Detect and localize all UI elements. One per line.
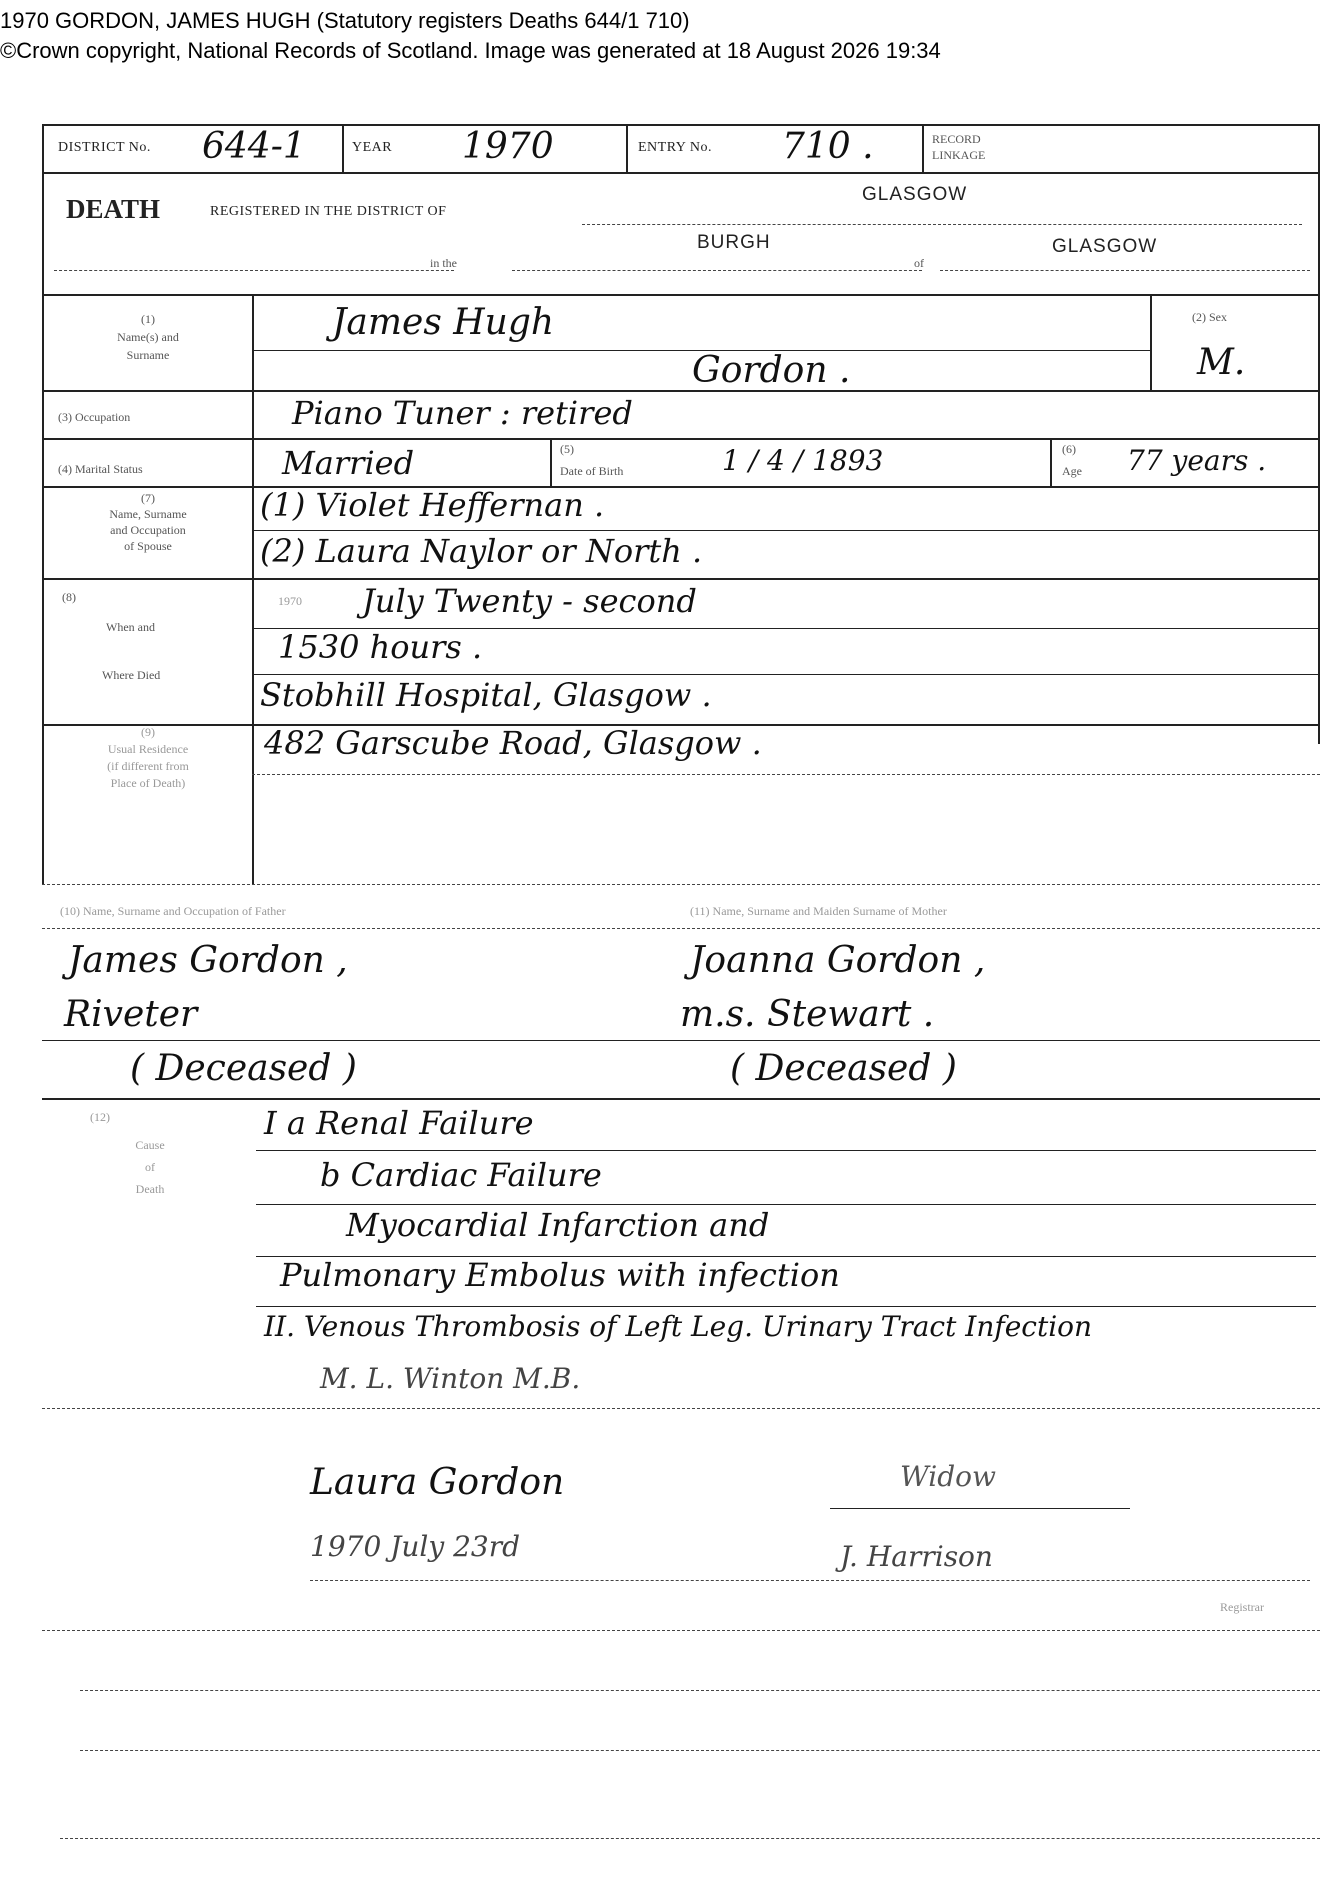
fill-line xyxy=(310,1580,1310,1581)
row-divider xyxy=(42,438,1320,440)
of-label: of xyxy=(914,256,924,270)
usual-residence-label: (9) Usual Residence (if different from Place of Death) xyxy=(107,725,189,790)
burgh-value: BURGH xyxy=(697,232,771,253)
age-number: (6) xyxy=(1062,442,1076,456)
cause-number: (12) xyxy=(90,1110,110,1124)
when-number: (8) xyxy=(62,590,76,604)
frame-right xyxy=(1318,124,1320,744)
cause-1b: b Cardiac Failure xyxy=(320,1156,602,1194)
in-the-label: in the xyxy=(430,256,457,270)
name-label: (1) Name(s) and Surname xyxy=(117,312,179,362)
informant-signature: Laura Gordon xyxy=(310,1462,565,1503)
death-title: DEATH xyxy=(66,194,161,224)
mother-maiden: m.s. Stewart . xyxy=(680,994,935,1035)
fill-line xyxy=(252,774,1320,775)
registered-label: REGISTERED IN THE DISTRICT OF xyxy=(210,204,447,219)
marital-label: (4) Marital Status xyxy=(58,462,143,476)
where-label: Where Died xyxy=(102,668,161,682)
age-value: 77 years . xyxy=(1127,444,1267,477)
row-divider xyxy=(256,1204,1316,1205)
row-divider xyxy=(256,1150,1316,1151)
death-certificate xyxy=(42,124,1320,884)
surname: Gordon . xyxy=(692,350,851,391)
row-divider xyxy=(252,674,1320,675)
spouse-label: (7) Name, Surname and Occupation of Spouse xyxy=(109,491,187,553)
col-divider xyxy=(1150,294,1152,390)
fill-line xyxy=(80,1750,1320,1751)
col-divider xyxy=(1050,438,1052,486)
dob-label: Date of Birth xyxy=(560,464,624,478)
row-divider xyxy=(42,1040,1320,1041)
marital-value: Married xyxy=(282,444,415,482)
col-divider xyxy=(922,124,924,172)
cause-1a: I a Renal Failure xyxy=(264,1104,534,1142)
where-died: Stobhill Hospital, Glasgow . xyxy=(260,676,712,714)
frame-left xyxy=(42,124,44,884)
cause-1c: Myocardial Infarction and xyxy=(346,1206,770,1244)
when-year: 1970 xyxy=(278,594,302,608)
father-name: James Gordon , xyxy=(68,940,348,981)
sex-label: (2) Sex xyxy=(1192,310,1227,324)
occupation-value: Piano Tuner : retired xyxy=(292,394,633,432)
row-divider xyxy=(42,390,1320,392)
father-status: ( Deceased ) xyxy=(130,1048,357,1089)
usual-residence: 482 Garscube Road, Glasgow . xyxy=(264,724,762,762)
label-column-divider xyxy=(252,294,254,884)
record-label: RECORD xyxy=(932,132,981,146)
burgh-of-value: GLASGOW xyxy=(1052,236,1158,257)
row-divider xyxy=(42,172,1320,174)
row-divider xyxy=(42,1098,1320,1100)
year-label: YEAR xyxy=(352,140,393,155)
district-number: 644-1 xyxy=(202,126,306,167)
record-title: 1970 GORDON, JAMES HUGH (Statutory registers Deaths 644/1 710) xyxy=(0,8,690,33)
fill-line xyxy=(42,928,1320,929)
fill-line xyxy=(940,270,1310,271)
registrar-label: Registrar xyxy=(1220,1600,1264,1614)
sex-value: M. xyxy=(1197,342,1246,383)
registration-date: 1970 July 23rd xyxy=(310,1530,521,1563)
row-divider xyxy=(42,578,1320,580)
row-divider xyxy=(42,486,1320,488)
registrar-signature: J. Harrison xyxy=(840,1540,993,1573)
row-divider xyxy=(252,530,1320,531)
row-divider xyxy=(42,294,1320,296)
fill-line xyxy=(80,1690,1320,1691)
fill-line xyxy=(512,270,922,271)
row-divider xyxy=(830,1508,1130,1509)
dob-number: (5) xyxy=(560,442,574,456)
age-label: Age xyxy=(1062,464,1082,478)
linkage-label: LINKAGE xyxy=(932,148,986,162)
spouse-2: (2) Laura Naylor or North . xyxy=(260,532,703,570)
fill-line xyxy=(582,224,1302,225)
when-time: 1530 hours . xyxy=(278,628,483,666)
mother-label: (11) Name, Surname and Maiden Surname of Mother xyxy=(690,904,947,918)
row-divider xyxy=(256,1306,1316,1307)
when-label: When and xyxy=(106,620,155,634)
cause-1d: Pulmonary Embolus with infection xyxy=(280,1256,840,1294)
mother-name: Joanna Gordon , xyxy=(690,940,986,981)
cause-2: II. Venous Thrombosis of Left Leg. Urinary Tract Infection xyxy=(264,1310,1093,1343)
copyright-line: ©Crown copyright, National Records of Scotland. Image was generated at 18 August 2026 19:34 xyxy=(0,38,941,63)
col-divider xyxy=(626,124,628,172)
page-header xyxy=(0,6,941,66)
forenames: James Hugh xyxy=(332,302,555,343)
informant-qualification: Widow xyxy=(900,1460,996,1493)
occupation-label: (3) Occupation xyxy=(58,410,131,424)
when-date: July Twenty - second xyxy=(362,582,697,620)
year-value: 1970 xyxy=(462,126,554,167)
mother-status: ( Deceased ) xyxy=(730,1048,957,1089)
father-label: (10) Name, Surname and Occupation of Father xyxy=(60,904,286,918)
entry-label: ENTRY No. xyxy=(638,140,712,155)
father-occupation: Riveter xyxy=(64,994,198,1035)
district-label: DISTRICT No. xyxy=(58,140,151,155)
fill-line xyxy=(60,1838,1320,1839)
spouse-1: (1) Violet Heffernan . xyxy=(260,486,605,524)
cause-label: Cause of Death xyxy=(135,1138,165,1196)
certified-by: M. L. Winton M.B. xyxy=(320,1362,581,1395)
dob-value: 1 / 4 / 1893 xyxy=(722,444,884,477)
col-divider xyxy=(342,124,344,172)
entry-number: 710 . xyxy=(782,126,874,167)
district-name: GLASGOW xyxy=(862,184,968,205)
fill-line xyxy=(54,270,454,271)
fill-line xyxy=(42,1408,1320,1409)
col-divider xyxy=(550,438,552,486)
fill-line xyxy=(42,884,1320,885)
fill-line xyxy=(42,1630,1320,1631)
